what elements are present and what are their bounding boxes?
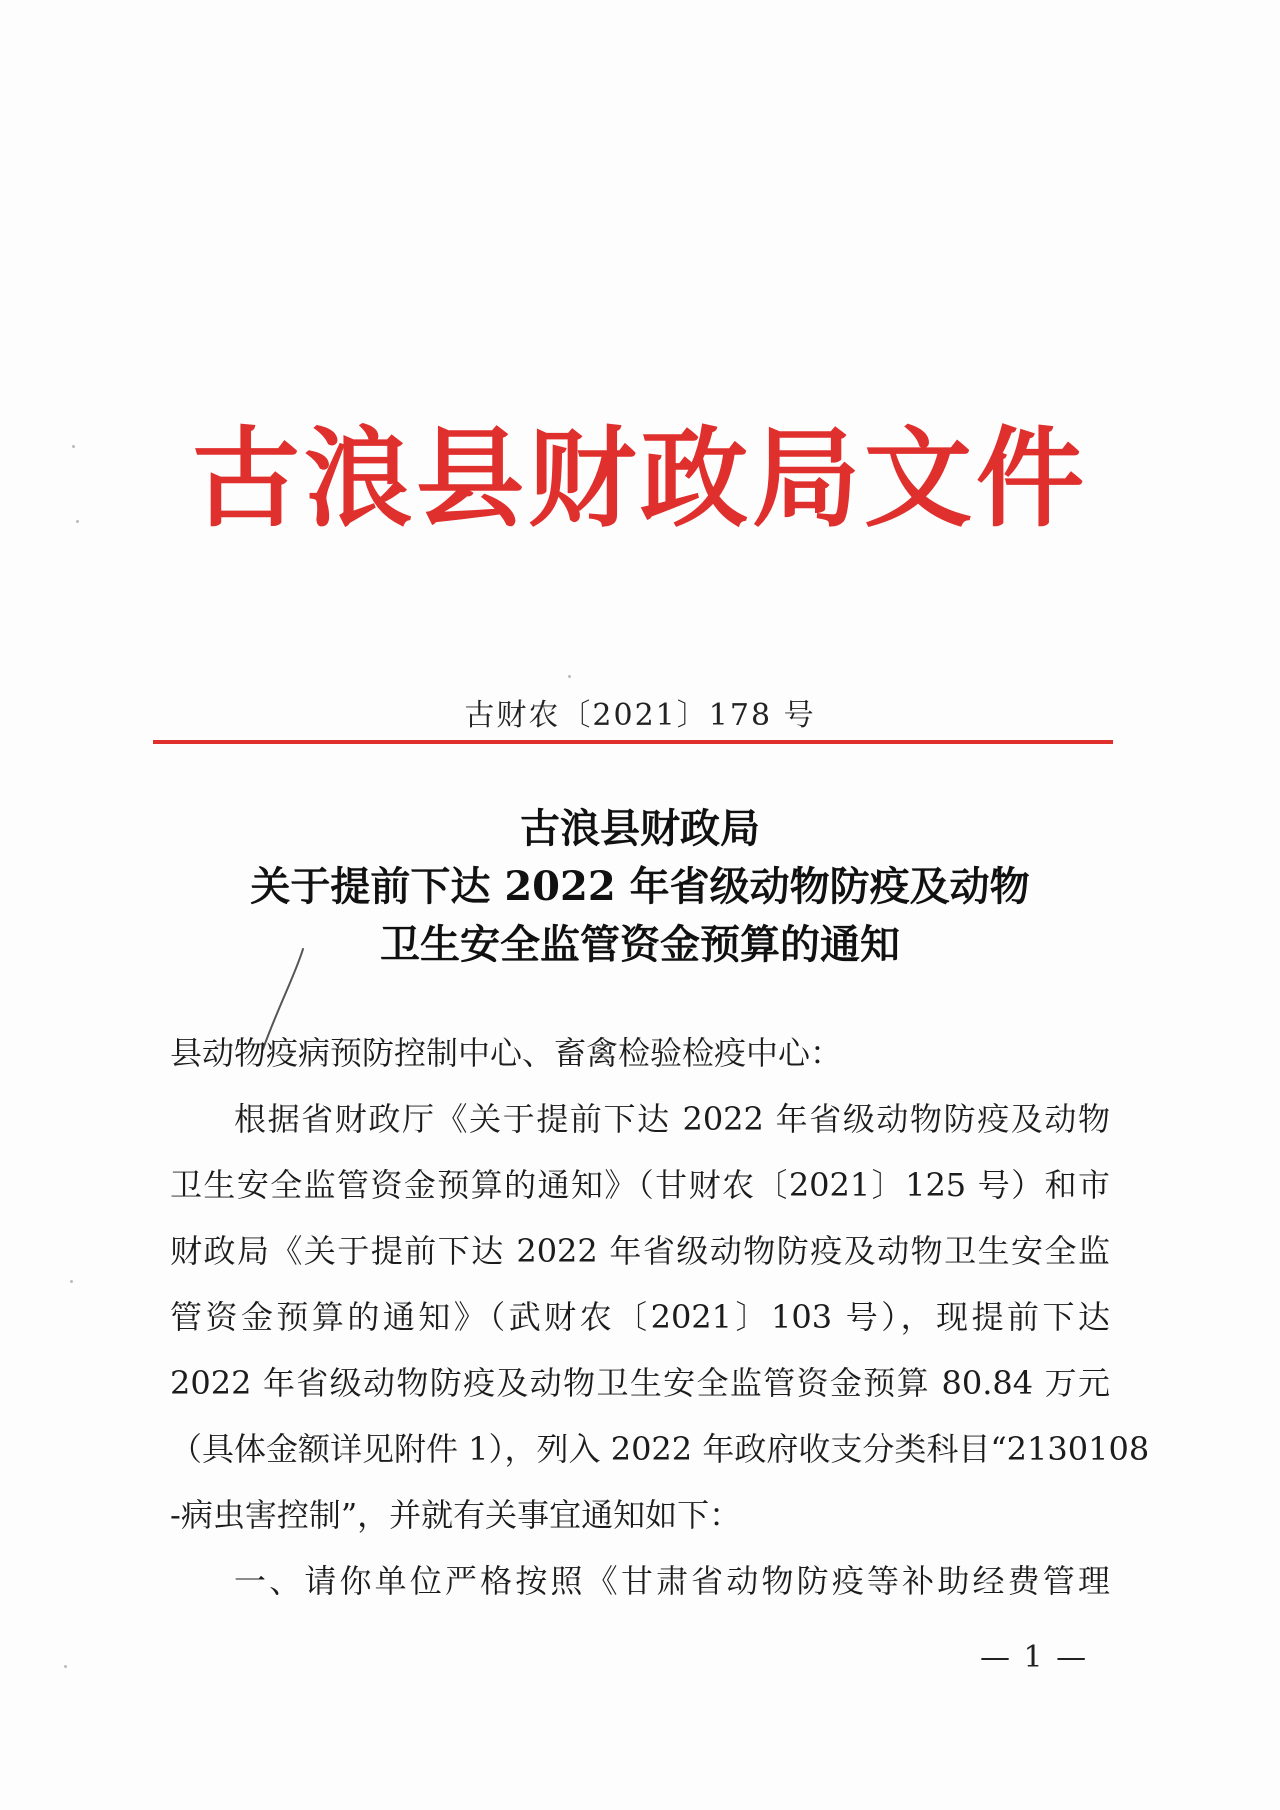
salutation: 县动物疫病预防控制中心、畜禽检验检疫中心： (170, 1034, 843, 1072)
paragraph-1-line: 财政局《关于提前下达 2022 年省级动物防疫及动物卫生安全监 (170, 1232, 1110, 1270)
title-line-subject-1: 关于提前下达 2022 年省级动物防疫及动物 (250, 863, 1030, 910)
document-number: 古财农〔2021〕178 号 (464, 698, 816, 733)
letterhead-title: 古浪县财政局文件 (191, 416, 1088, 542)
page-number: — 1 — (980, 1640, 1089, 1675)
paragraph-1-line: （具体金额详见附件 1），列入 2022 年政府收支分类科目“2130108 (170, 1430, 1150, 1468)
document-body (170, 1020, 1150, 1614)
scan-speck (72, 445, 75, 448)
scan-speck (568, 675, 571, 678)
paragraph-1-line: 2022 年省级动物防疫及动物卫生安全监管资金预算 80.84 万元 (170, 1364, 1110, 1402)
scan-speck (64, 1665, 67, 1668)
scan-speck (76, 520, 79, 523)
paragraph-2-line: 一、请你单位严格按照《甘肃省动物防疫等补助经费管理 (234, 1562, 1110, 1600)
paragraph-1-line: -病虫害控制”，并就有关事宜通知如下： (170, 1496, 742, 1534)
title-line-issuer: 古浪县财政局 (520, 805, 760, 852)
red-divider-line (153, 740, 1113, 744)
paragraph-1-line: 卫生安全监管资金预算的通知》（甘财农〔2021〕125 号）和市 (170, 1166, 1110, 1204)
title-line-subject-2: 卫生安全监管资金预算的通知 (380, 921, 900, 968)
paragraph-1-line: 管资金预算的通知》（武财农〔2021〕103 号），现提前下达 (170, 1298, 1110, 1336)
scan-speck (70, 1280, 73, 1283)
paragraph-1-line: 根据省财政厅《关于提前下达 2022 年省级动物防疫及动物 (234, 1100, 1110, 1138)
document-title (0, 800, 1280, 974)
